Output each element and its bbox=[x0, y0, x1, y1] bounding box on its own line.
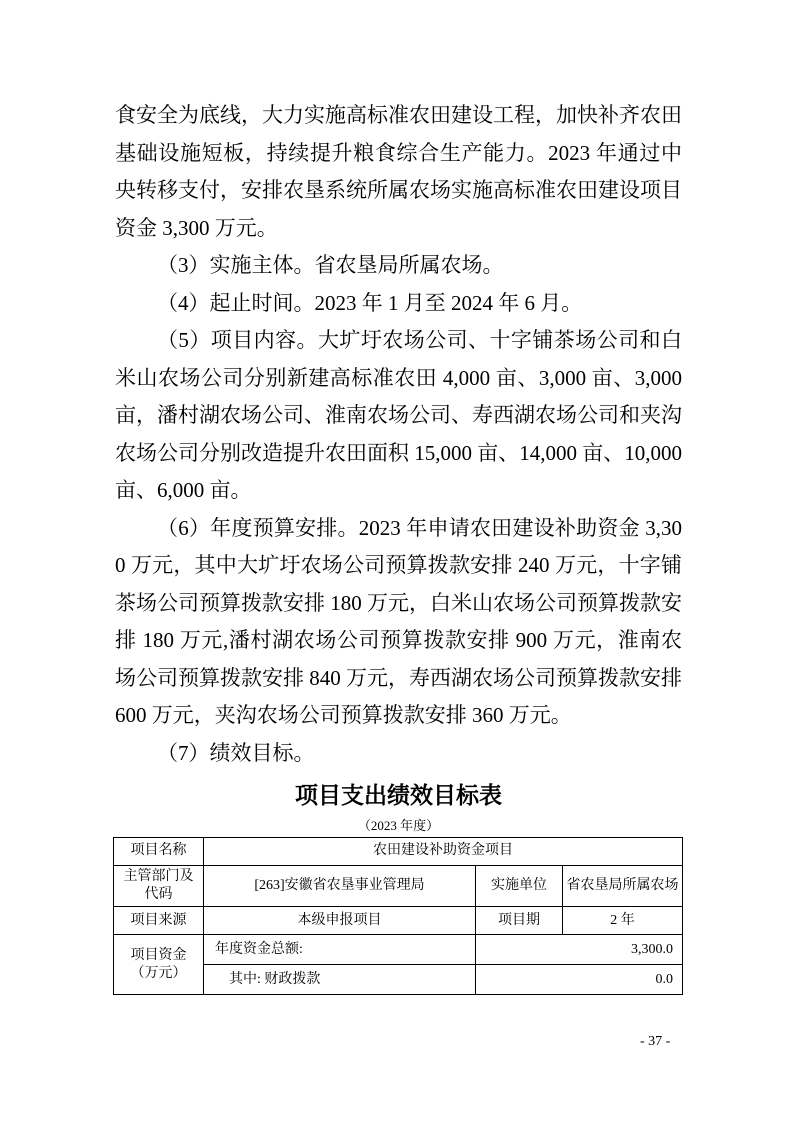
body-paragraph-item6: （6）年度预算安排。2023 年申请农田建设补助资金 3,300 万元，其中大圹圩农场公司预算拨款安排 240 万元，十字铺茶场公司预算拨款安排 180 万元，白米山农场公司预算拨款安排 180 万元,潘村湖农场公司预算拨款安排 900 万元，淮南农场公司预算拨款安排 840 万元，寿西湖农场公司预算拨款安排 600 万元，夹沟农场公司预算拨款安排 360 万元。 bbox=[115, 515, 682, 727]
cell-fiscal-label: 其中: 财政拨款 bbox=[204, 965, 476, 995]
page-number: - 37 - bbox=[640, 1034, 671, 1049]
body-paragraph-continuation: 食安全为底线，大力实施高标准农田建设工程，加快补齐农田基础设施短板，持续提升粮食综合生产能力。2023 年通过中央转移支付，安排农垦系统所属农场实施高标准农田建设项目资金 3,300 万元。 bbox=[115, 103, 682, 240]
cell-funds-label bbox=[114, 935, 204, 995]
body-paragraph-item3: （3）实施主体。省农垦局所属农场。 bbox=[157, 253, 504, 277]
table-row-source bbox=[114, 907, 683, 935]
cell-period-value: 2 年 bbox=[563, 907, 683, 935]
cell-department-value: [263]安徽省农垦事业管理局 bbox=[204, 866, 476, 907]
body-paragraph-item7: （7）绩效目标。 bbox=[157, 740, 315, 765]
cell-project-name-label: 项目名称 bbox=[114, 838, 204, 866]
cell-source-label: 项目来源 bbox=[114, 907, 204, 935]
funds-label-line2: （万元） bbox=[130, 965, 187, 981]
table-title: 项目支出绩效目标表 bbox=[295, 782, 502, 808]
body-paragraph-item5: （5）项目内容。大圹圩农场公司、十字铺茶场公司和白米山农场公司分别新建高标准农田 4,000 亩、3,000 亩、3,000 亩，潘村湖农场公司、淮南农场公司、寿西湖农场公司和夹沟农场公司分别改造提升农田面积 15,000 亩、14,000 亩、10,000 亩、6,000 亩。 bbox=[115, 328, 682, 502]
funds-label-line1: 项目资金 bbox=[130, 947, 187, 963]
cell-period-label: 项目期 bbox=[476, 907, 563, 935]
cell-source-value: 本级申报项目 bbox=[204, 907, 476, 935]
table-row-total-funds bbox=[114, 935, 683, 965]
cell-impl-unit-value: 省农垦局所属农场 bbox=[563, 866, 683, 907]
page-content bbox=[115, 97, 682, 995]
department-label-line1: 主管部门及 bbox=[123, 869, 194, 884]
cell-fiscal-value: 0.0 bbox=[476, 965, 683, 995]
table-row-project-name bbox=[114, 838, 683, 866]
table-row-department bbox=[114, 866, 683, 907]
cell-impl-unit-label: 实施单位 bbox=[476, 866, 563, 907]
cell-total-label: 年度资金总额: bbox=[204, 935, 476, 965]
body-paragraph-item4: （4）起止时间。2023 年 1 月至 2024 年 6 月。 bbox=[157, 290, 583, 315]
performance-target-table bbox=[113, 837, 683, 995]
department-label-line2: 代码 bbox=[144, 887, 173, 903]
table-subtitle: （2023 年度） bbox=[357, 818, 440, 833]
cell-department-label bbox=[114, 866, 204, 907]
cell-total-value: 3,300.0 bbox=[476, 935, 683, 965]
cell-project-name-value: 农田建设补助资金项目 bbox=[204, 838, 683, 866]
